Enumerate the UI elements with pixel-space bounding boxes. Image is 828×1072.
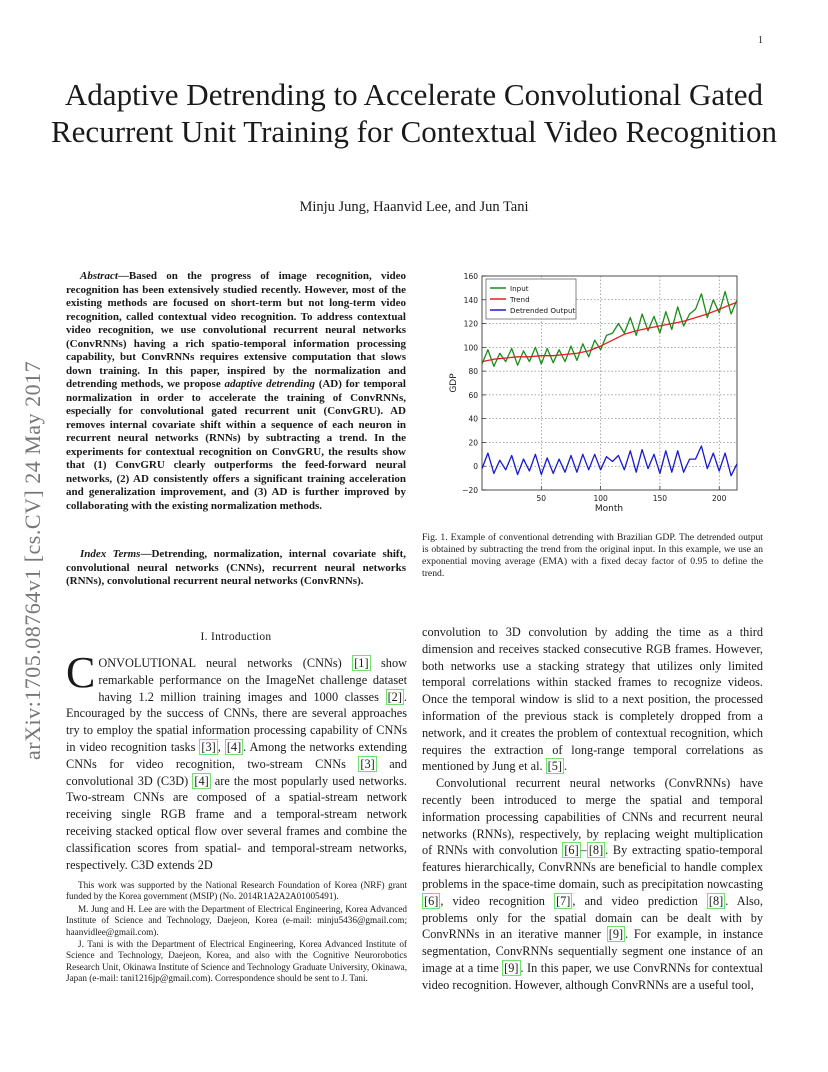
col2-text-d: – [580,843,587,858]
arxiv-identifier: arXiv:1705.08764v1 [cs.CV] 24 May 2017 [20,360,45,760]
citation-link[interactable]: [6] [424,893,439,908]
figure-1 [420,266,765,526]
abstract-emphasis: adaptive detrending [224,378,315,390]
abstract-text-1: —Based on the progress of image recognition, video recognition has been extensively studied recently. However, most of the existing methods are focused on short-term but not long-term video recognition, called contextual video recognition. To address contextual video recognition, we use convolutional recurrent neural networks (ConvRNNs) having a rich spatio-temporal information processing capability, but ConvRNNs requires extensive computation that slows down training. In this paper, inspired by the normalization and detrending methods, we propose [66,270,406,390]
drop-cap: C [66,648,96,697]
footnote-funding: This work was supported by the National Research Foundation of Korea (NRF) grant funded by the Korea government (MSIP) (No. 2014R1A2A2A01005491). [66,880,407,902]
y-tick-label: 20 [468,438,478,448]
section-heading: I. Introduction [200,631,272,643]
footnote-affiliation-2: J. Tani is with the Department of Electrical Engineering, Korea Advanced Institute of Science and Technology, Daejeon, Korea, and also with the Cognitive Neurorobotics Research Unit, Okinawa Institute of Science and Technology Graduate University, Okinawa, Japan (e-mail: tani1216jp@gmail.com). Correspondence should be sent to J. Tani. [66,939,407,984]
y-tick-label: 140 [463,295,478,305]
citation-link[interactable]: [5] [547,759,562,774]
citation-link[interactable]: [8] [708,893,724,908]
y-tick-label: 100 [463,343,478,353]
x-tick-label: 100 [593,494,608,503]
author-list: Minju Jung, Haanvid Lee, and Jun Tani [299,199,529,215]
page-number: 1 [758,35,763,46]
x-tick-label: 200 [712,494,727,503]
abstract [66,270,406,513]
col2-text-b: . [563,759,568,774]
col2-text-g: , and video prediction [572,893,707,908]
abstract-text-2: (AD) for temporal normalization in order to accelerate the training of ConvRNNs, especially for convolutional gated recurrent unit (ConvGRU). AD removes internal covariate shift within a sequence of each neuron in recurrent neural networks (RNNs) by subtracting a trend. In the experiments for contextual recognition on ConvGRU, the results show that (1) ConvGRU clearly outperforms the feed-forward neural networks, (2) AD consistently offers a significant training acceleration and generalization improvement, and (3) AD is further improved by collaborating with the existing normalization methods. [66,378,406,512]
col2-text-a: convolution to 3D convolution by adding the time as a third dimension and receives stacked consecutive RGB frames. However, both networks use a stacking strategy that utilizes only limited temporal correlations within stacked frames to recognize videos. Once the temporal window is slid to a next position, the processed information of the previous stack is completely dropped from a network, and it creates the problem of contextual recognition, which requires the extraction of long-range temporal correlations as mentioned by Jung et al. [422,625,763,774]
footnote-affiliation-1: M. Jung and H. Lee are with the Department of Electrical Engineering, Korea Advanced Institute of Science and Technology, Daejeon, Korea (e-mail: minju5436@gmail.com; haanvidlee@gmail.com). [66,903,407,937]
citation-link[interactable]: [1] [354,656,369,670]
intro-text-f: and convolutional 3D (C3D) [66,756,407,788]
footnotes [66,880,407,986]
intro-text-d: , [217,739,225,754]
citation-link[interactable]: [3] [360,756,375,771]
intro-paragraph [66,648,407,873]
index-terms [66,548,406,589]
intro-text-a: ONVOLUTIONAL neural networks (CNNs) [98,656,353,670]
col2-text-j: . In this paper, we use ConvRNNs for contextual video recognition. However, although ConvRNNs are a useful tool, [422,960,763,992]
y-tick-label: 120 [463,319,478,329]
legend-label: Input [510,284,529,293]
intro-text-b: show remarkable performance on the ImageNet challenge dataset having 1.2 million training images and 1000 classes [98,656,407,704]
figure-caption: Fig. 1. Example of conventional detrending with Brazilian GDP. The detrended output is obtained by subtracting the trend from the original input. In this example, we use an exponential moving average (EMA) with a fixed decay factor of 0.95 to define the trend. [422,532,763,579]
y-tick-label: 80 [468,367,478,377]
paragraph [422,775,763,993]
y-tick-label: 160 [463,272,478,281]
citation-link[interactable]: [9] [608,927,624,942]
citation-link[interactable]: [4] [226,739,242,754]
y-axis-label: GDP [449,373,459,393]
citation-link[interactable]: [6] [564,843,579,858]
citation-link[interactable]: [3] [201,739,216,754]
citation-link[interactable]: [9] [504,960,519,975]
citation-link[interactable]: [7] [556,893,571,908]
col2-text-e: . By extracting spatio-temporal features hierarchically, ConvRNNs are beneficial to handle complex problems in the space-time domain, such as precipitation nowcasting [422,843,763,891]
citation-link[interactable]: [8] [588,843,604,858]
right-column-text [422,624,763,994]
index-terms-text: —Detrending, normalization, internal covariate shift, convolutional neural networks (CNNs), recurrent neural networks (RNNs), convolutional recurrent neural networks (ConvRNNs). [66,548,406,587]
paragraph [422,624,763,775]
y-tick-label: 0 [473,462,478,472]
intro-text-e: . Among the networks extending CNNs for video recognition, two-stream CNNs [66,739,407,771]
y-tick-label: 60 [468,390,478,400]
paper-title: Adaptive Detrending to Accelerate Convolutional Gated Recurrent Unit Training for Contextual Video Recognition [51,77,777,149]
gdp-line-chart [420,266,765,526]
abstract-label: Abstract [80,270,118,282]
citation-link[interactable]: [4] [194,773,209,788]
col2-text-f: , video recognition [440,893,555,908]
legend-label: Trend [510,295,530,304]
intro-text-g: are the most popularly used networks. Two-stream CNNs are composed of a spatial-stream network receiving single RGB frame and a temporal-stream network receiving stacked optical flow over several frames and combine the classification scores from spatial- and temporal-stream networks, respectively. C3D extends 2D [66,773,407,872]
col2-text-h: . Also, problems only for the spatial domain can be dealt with by ConvRNNs in an iterative manner [422,893,763,942]
col2-text-c: Convolutional recurrent neural networks (ConvRNNs) have recently been introduced to merge the spatial and temporal information processing capabilities of CNNs and recurrent neural networks (RNNs), respectively, by replacing weight multiplication of RNNs with convolution [422,776,763,858]
x-tick-label: 50 [536,494,547,503]
x-tick-label: 150 [652,494,668,503]
intro-text-c: . Encouraged by the success of CNNs, there are several approaches try to employ the spatial information processing capability of CNNs in video recognition tasks [66,689,407,754]
citation-link[interactable]: [2] [387,689,402,704]
legend-label: Detrended Output [510,306,576,315]
x-axis-label: Month [594,504,624,514]
index-terms-label: Index Terms [80,548,141,560]
y-tick-label: 40 [468,414,478,424]
col2-text-i: . For example, in instance segmentation, ConvRNNs sequentially segment one instance of an image at a time [422,927,763,975]
y-tick-label: −20 [462,486,478,495]
